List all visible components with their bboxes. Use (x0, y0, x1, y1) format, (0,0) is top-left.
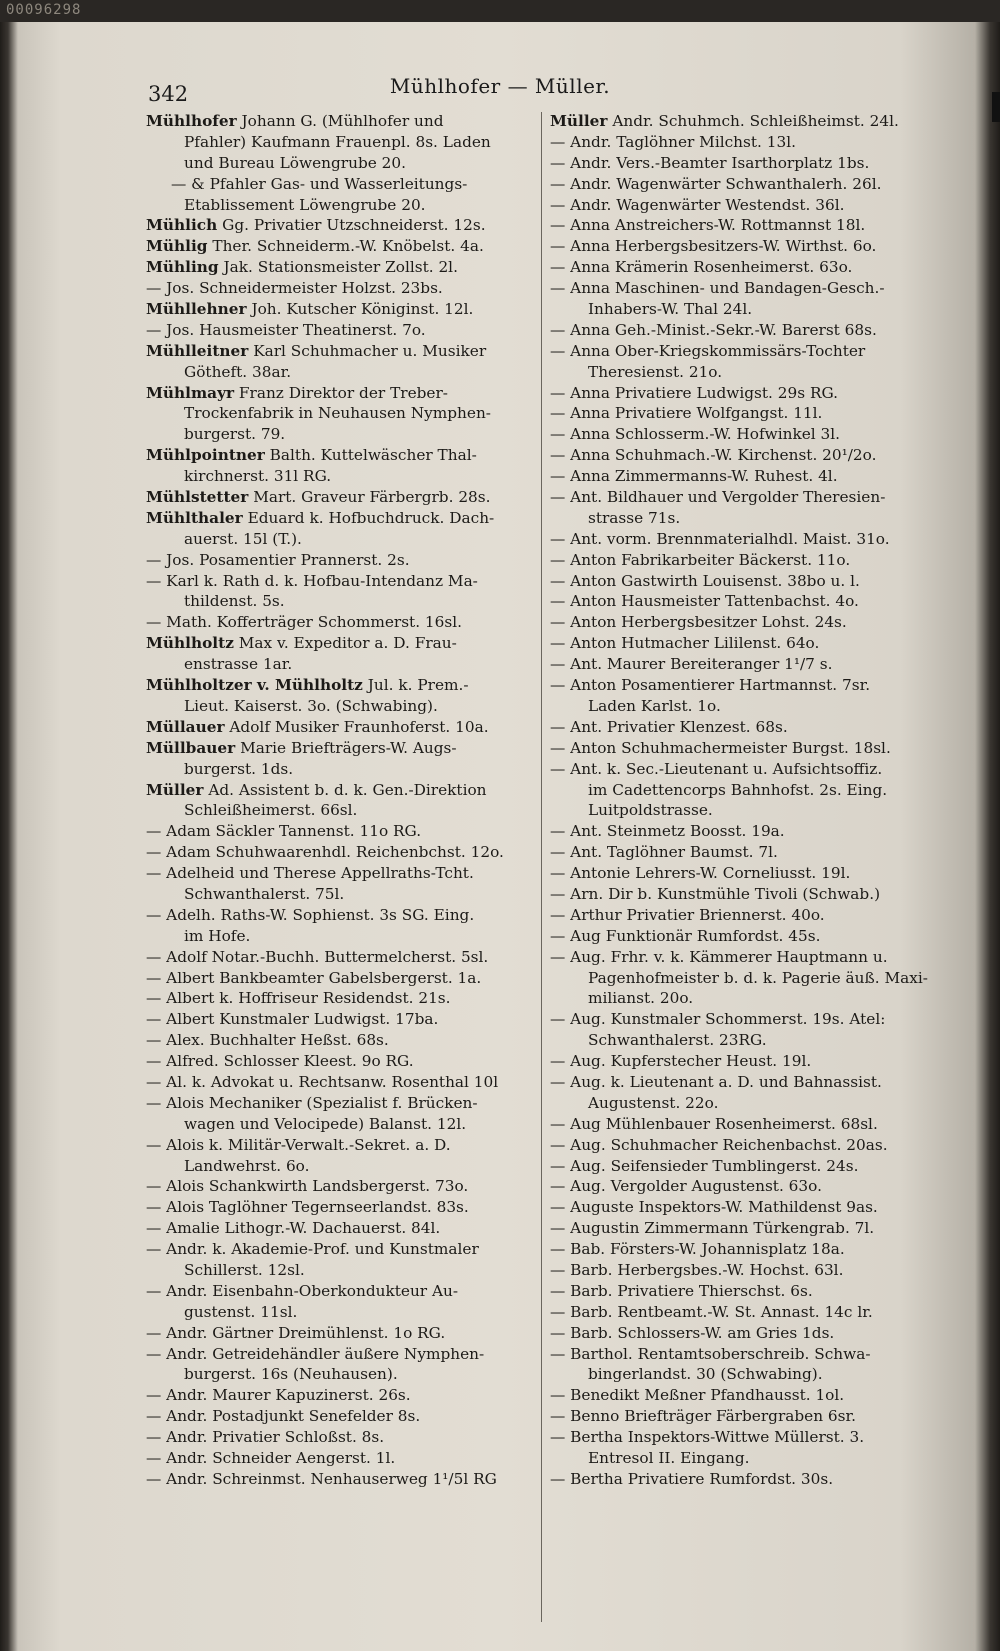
entry-text: Entresol II. Eingang. (588, 1449, 750, 1467)
directory-line (146, 1051, 538, 1072)
directory-line (550, 403, 946, 424)
entry-text: Schleißheimerst. 66sl. (184, 801, 358, 820)
directory-line (550, 821, 946, 842)
entry-text: Lieut. Kaiserst. 3o. (Schwabing). (184, 696, 438, 715)
entry-text: — Anna Privatiere Wolfgangst. 11l. (550, 404, 823, 423)
entry-text: Götheft. 38ar. (184, 362, 292, 381)
entry-text: — Anna Schuhmach.-W. Kirchenst. 20¹/2o. (550, 446, 877, 465)
directory-line (146, 1469, 538, 1490)
directory-line (146, 466, 538, 487)
entry-surname: Mühlleitner (146, 341, 249, 360)
entry-text: — Adelheid und Therese Appellraths-Tcht. (146, 864, 474, 883)
entry-text: — & Pfahler Gas- und Wasserleitungs- (171, 174, 468, 193)
entry-text: und Bureau Löwengrube 20. (184, 153, 407, 172)
directory-line (550, 1072, 946, 1093)
entry-text: — Arn. Dir b. Kunstmühle Tivoli (Schwab.) (550, 884, 881, 903)
directory-line (550, 1030, 946, 1051)
directory-line (550, 1281, 946, 1302)
directory-line (550, 1385, 946, 1406)
directory-line (550, 947, 946, 968)
entry-text: — Arthur Privatier Briennerst. 40o. (550, 905, 825, 924)
entry-surname: Müllbauer (146, 738, 236, 757)
entry-text: — Ant. Steinmetz Boosst. 19a. (550, 822, 785, 841)
entry-text: — Anna Schlosserm.-W. Hofwinkel 3l. (550, 425, 841, 444)
directory-line (146, 1176, 538, 1197)
directory-line (550, 278, 946, 299)
entry-text: burgerst. 1ds. (184, 759, 294, 778)
entry-text: strasse 71s. (588, 508, 681, 527)
directory-line (146, 1385, 538, 1406)
entry-text: — Karl k. Rath d. k. Hofbau-Intendanz Ma- (146, 571, 478, 590)
entry-text: — Alois Schankwirth Landsbergerst. 73o. (146, 1177, 469, 1196)
directory-line (146, 487, 538, 508)
directory-line (146, 132, 538, 153)
entry-text: Andr. Schuhmch. Schleißheimst. 24l. (607, 112, 899, 130)
entry-text: — Aug. Seifensieder Tumblingerst. 24s. (550, 1156, 859, 1175)
directory-line (550, 424, 946, 445)
directory-line (146, 1302, 538, 1323)
entry-text: — Andr. k. Akademie-Prof. und Kunstmaler (146, 1240, 479, 1259)
directory-line (146, 1364, 538, 1385)
entry-text: Landwehrst. 6o. (184, 1156, 310, 1175)
directory-line (550, 550, 946, 571)
directory-line (146, 1197, 538, 1218)
entry-text: Gg. Privatier Utzschneiderst. 12s. (217, 216, 486, 235)
directory-line (146, 320, 538, 341)
entry-text: — Ant. Maurer Bereiteranger 1¹/7 s. (550, 655, 833, 674)
directory-line (550, 738, 946, 759)
entry-text: — Alfred. Schlosser Kleest. 9o RG. (146, 1052, 414, 1071)
entry-text: — Barb. Herbergsbes.-W. Hochst. 63l. (550, 1260, 844, 1279)
entry-text: thildenst. 5s. (184, 592, 285, 611)
directory-line (550, 1260, 946, 1281)
directory-line (146, 863, 538, 884)
entry-text: — Alex. Buchhalter Heßst. 68s. (146, 1031, 389, 1050)
entry-surname: Mühlig (146, 237, 208, 256)
entry-text: kirchnerst. 31l RG. (184, 467, 332, 486)
directory-line (146, 341, 538, 362)
directory-line (146, 215, 538, 236)
directory-line (550, 257, 946, 278)
entry-text: — Andr. Getreidehändler äußere Nymphen- (146, 1344, 485, 1363)
entry-text: Balth. Kuttelwäscher Thal- (264, 446, 477, 465)
entry-text: — Andr. Wagenwärter Westendst. 36l. (550, 195, 845, 214)
directory-line (550, 508, 946, 529)
directory-line (146, 633, 538, 654)
entry-text: — Andr. Schneider Aengerst. 1l. (146, 1449, 396, 1467)
entry-text: — Andr. Wagenwärter Schwanthalerh. 26l. (550, 174, 882, 193)
directory-line (550, 1469, 946, 1490)
entry-text: — Aug. Frhr. v. k. Kämmerer Hauptmann u. (550, 947, 888, 966)
entry-text: — Andr. Gärtner Dreimühlenst. 1o RG. (146, 1323, 446, 1342)
directory-line (146, 153, 538, 174)
directory-line (550, 675, 946, 696)
entry-text: — Anna Krämerin Rosenheimerst. 63o. (550, 258, 853, 277)
entry-text: im Hofe. (184, 926, 251, 945)
entry-text: — Aug. Vergolder Augustenst. 63o. (550, 1177, 822, 1196)
directory-line (550, 383, 946, 404)
entry-text: Franz Direktor der Treber- (234, 383, 448, 402)
directory-line (550, 1302, 946, 1323)
directory-line (146, 821, 538, 842)
directory-line (550, 445, 946, 466)
directory-line (550, 1406, 946, 1427)
entry-text: Inhabers-W. Thal 24l. (588, 300, 753, 319)
page-number: 342 (148, 82, 189, 106)
entry-surname: Mühling (146, 258, 219, 277)
directory-line (550, 215, 946, 236)
entry-text: Laden Karlst. 1o. (588, 696, 721, 715)
entry-text: — Anton Schuhmachermeister Burgst. 18sl. (550, 738, 891, 757)
directory-line (550, 696, 946, 717)
directory-line (146, 278, 538, 299)
entry-surname: Müller (146, 780, 204, 799)
entry-text: — Andr. Maurer Kapuzinerst. 26s. (146, 1386, 411, 1405)
entry-text: — Andr. Privatier Schloßst. 8s. (146, 1428, 385, 1447)
directory-line (550, 236, 946, 257)
directory-line (550, 1448, 946, 1469)
directory-line (146, 1114, 538, 1135)
entry-text: — Jos. Hausmeister Theatinerst. 7o. (146, 320, 426, 339)
entry-surname: Müller (550, 112, 608, 130)
entry-text: Schwanthalerst. 23RG. (588, 1031, 767, 1050)
entry-text: — Benedikt Meßner Pfandhausst. 1ol. (550, 1386, 845, 1405)
directory-line (550, 153, 946, 174)
directory-line (146, 550, 538, 571)
entry-text: — Anton Posamentierer Hartmannst. 7sr. (550, 676, 871, 695)
entry-text: burgerst. 79. (184, 425, 286, 444)
entry-text: Ther. Schneiderm.-W. Knöbelst. 4a. (207, 237, 484, 256)
entry-text: — Anton Fabrikarbeiter Bäckerst. 11o. (550, 550, 851, 569)
directory-line (550, 466, 946, 487)
directory-line (550, 800, 946, 821)
entry-text: Max v. Expeditor a. D. Frau- (233, 634, 457, 653)
directory-line (550, 529, 946, 550)
directory-line (146, 508, 538, 529)
entry-text: — Andr. Postadjunkt Senefelder 8s. (146, 1407, 421, 1426)
entry-text: — Albert Kunstmaler Ludwigst. 17ba. (146, 1010, 439, 1029)
directory-line (550, 759, 946, 780)
directory-line (146, 299, 538, 320)
directory-line (550, 1093, 946, 1114)
directory-line (550, 1051, 946, 1072)
directory-line (146, 926, 538, 947)
directory-line (550, 905, 946, 926)
directory-line (146, 612, 538, 633)
directory-line (146, 111, 538, 132)
entry-text: — Adolf Notar.-Buchh. Buttermelcherst. 5sl. (146, 947, 489, 966)
entry-text: Jul. k. Prem.- (362, 676, 469, 695)
entry-text: — Aug. Schuhmacher Reichenbachst. 20as. (550, 1135, 888, 1154)
directory-line (146, 1218, 538, 1239)
entry-text: — Amalie Lithogr.-W. Dachauerst. 84l. (146, 1219, 441, 1238)
directory-line (550, 1176, 946, 1197)
directory-line (550, 1344, 946, 1365)
directory-line (550, 780, 946, 801)
entry-text: — Anton Hausmeister Tattenbachst. 4o. (550, 592, 859, 611)
directory-line (550, 111, 946, 132)
entry-text: auerst. 15l (T.). (184, 529, 302, 548)
directory-line (146, 842, 538, 863)
directory-line (146, 383, 538, 404)
entry-text: Marie Briefträgers-W. Augs- (235, 738, 457, 757)
directory-line (146, 696, 538, 717)
entry-text: Etablissement Löwengrube 20. (184, 195, 426, 214)
entry-text: Karl Schuhmacher u. Musiker (248, 341, 487, 360)
directory-line (550, 487, 946, 508)
entry-text: — Alois k. Militär-Verwalt.-Sekret. a. D. (146, 1135, 451, 1154)
entry-text: — Ant. Taglöhner Baumst. 7l. (550, 843, 778, 862)
entry-text: Pagenhofmeister b. d. k. Pagerie äuß. Maxi- (588, 968, 928, 987)
directory-line (550, 612, 946, 633)
entry-surname: Mühlmayr (146, 383, 235, 402)
directory-line (146, 968, 538, 989)
directory-line (146, 591, 538, 612)
directory-line (146, 1030, 538, 1051)
entry-text: — Adam Säckler Tannenst. 11o RG. (146, 822, 422, 841)
directory-line (550, 1114, 946, 1135)
entry-text: — Barb. Rentbeamt.-W. St. Annast. 14c lr. (550, 1302, 873, 1321)
entry-text: — Barthol. Rentamtsoberschreib. Schwa- (550, 1344, 871, 1363)
entry-surname: Mühlthaler (146, 508, 243, 527)
directory-line (146, 362, 538, 383)
directory-line (146, 445, 538, 466)
entry-text: — Albert Bankbeamter Gabelsbergerst. 1a. (146, 968, 482, 987)
directory-line (550, 863, 946, 884)
directory-line (146, 1239, 538, 1260)
left-column (146, 111, 538, 1490)
directory-line (550, 1197, 946, 1218)
directory-line (550, 633, 946, 654)
entry-text: im Cadettencorps Bahnhofst. 2s. Eing. (588, 780, 888, 799)
directory-line (550, 717, 946, 738)
entry-text: — Jos. Schneidermeister Holzst. 23bs. (146, 279, 443, 298)
entry-surname: Mühlholtzer v. Mühlholtz (146, 676, 363, 695)
directory-line (550, 320, 946, 341)
entry-text: Johann G. (Mühlhofer und (236, 112, 444, 130)
entry-text: — Anna Privatiere Ludwigst. 29s RG. (550, 383, 839, 402)
entry-text: — Bab. Försters-W. Johannisplatz 18a. (550, 1240, 845, 1259)
directory-line (146, 905, 538, 926)
entry-text: Luitpoldstrasse. (588, 801, 713, 820)
entry-text: Mart. Graveur Färbergrb. 28s. (248, 488, 491, 507)
entry-text: — Aug. Kupferstecher Heust. 19l. (550, 1052, 812, 1071)
directory-line (550, 1135, 946, 1156)
directory-line (146, 884, 538, 905)
entry-text: Schillerst. 12sl. (184, 1260, 305, 1279)
entry-text: — Adam Schuhwaarenhdl. Reichenbchst. 12o. (146, 843, 504, 862)
directory-line (146, 1448, 538, 1469)
entry-text: — Aug. k. Lieutenant a. D. und Bahnassist. (550, 1072, 882, 1091)
scan-header-strip (0, 0, 1000, 22)
entry-text: Augustenst. 22o. (588, 1093, 719, 1112)
directory-line (550, 842, 946, 863)
entry-text: Eduard k. Hofbuchdruck. Dach- (242, 508, 495, 527)
directory-line (550, 362, 946, 383)
entry-text: burgerst. 16s (Neuhausen). (184, 1365, 398, 1384)
directory-line (146, 738, 538, 759)
directory-line (146, 947, 538, 968)
directory-line (146, 759, 538, 780)
entry-text: — Augustin Zimmermann Türkengrab. 7l. (550, 1219, 875, 1238)
directory-line (146, 236, 538, 257)
entry-text: — Auguste Inspektors-W. Mathildenst 9as. (550, 1198, 878, 1217)
entry-text: — Barb. Privatiere Thierschst. 6s. (550, 1281, 813, 1300)
directory-line (550, 1009, 946, 1030)
entry-text: — Anna Ober-Kriegskommissärs-Tochter (550, 341, 866, 360)
directory-line (146, 529, 538, 550)
entry-text: enstrasse 1ar. (184, 655, 293, 674)
entry-text: — Andr. Vers.-Beamter Isarthorplatz 1bs. (550, 153, 870, 172)
entry-text: — Math. Kofferträger Schommerst. 16sl. (146, 613, 462, 632)
directory-line (146, 1427, 538, 1448)
directory-line (550, 299, 946, 320)
entry-surname: Mühllehner (146, 300, 247, 319)
entry-surname: Mühlpointner (146, 446, 265, 465)
entry-text: — Ant. k. Sec.-Lieutenant u. Aufsichtsoffiz. (550, 759, 883, 778)
running-head: Mühlhofer — Müller. (389, 74, 611, 98)
entry-text: — Barb. Schlossers-W. am Gries 1ds. (550, 1323, 835, 1342)
entry-text: — Aug Mühlenbauer Rosenheimerst. 68sl. (550, 1114, 878, 1133)
directory-line (550, 654, 946, 675)
directory-line (146, 1156, 538, 1177)
entry-text: Ad. Assistent b. d. k. Gen.-Direktion (203, 780, 487, 799)
entry-text: — Aug Funktionär Rumfordst. 45s. (550, 926, 821, 945)
entry-text: — Albert k. Hoffriseur Residendst. 21s. (146, 989, 451, 1008)
entry-text: — Al. k. Advokat u. Rechtsanw. Rosenthal 10l (146, 1072, 499, 1091)
directory-line (550, 132, 946, 153)
directory-line (146, 403, 538, 424)
entry-surname: Mühlholtz (146, 634, 234, 653)
directory-line (146, 1323, 538, 1344)
right-column (550, 111, 946, 1490)
entry-text: — Bertha Privatiere Rumfordst. 30s. (550, 1469, 834, 1488)
entry-text: Joh. Kutscher Königinst. 12l. (246, 300, 474, 319)
entry-text: gustenst. 11sl. (184, 1302, 298, 1321)
directory-line (146, 1344, 538, 1365)
directory-line (550, 1427, 946, 1448)
directory-line (146, 988, 538, 1009)
entry-text: Jak. Stationsmeister Zollst. 2l. (218, 258, 458, 277)
directory-line (550, 1239, 946, 1260)
entry-text: Pfahler) Kaufmann Frauenpl. 8s. Laden (184, 132, 491, 151)
entry-text: — Anna Herbergsbesitzers-W. Wirthst. 6o. (550, 237, 877, 256)
directory-line (550, 1323, 946, 1344)
entry-text: — Anna Geh.-Minist.-Sekr.-W. Barerst 68s. (550, 320, 877, 339)
entry-text: — Anna Maschinen- und Bandagen-Gesch.- (550, 279, 885, 298)
directory-line (146, 424, 538, 445)
directory-line (146, 571, 538, 592)
entry-text: Schwanthalerst. 75l. (184, 884, 345, 903)
directory-line (550, 926, 946, 947)
scan-id: 00096298 (6, 2, 82, 18)
directory-line (146, 174, 538, 195)
directory-line (146, 654, 538, 675)
entry-text: bingerlandst. 30 (Schwabing). (588, 1365, 823, 1384)
entry-surname: Mühlich (146, 216, 218, 235)
entry-surname: Müllauer (146, 717, 225, 736)
entry-text: — Andr. Taglöhner Milchst. 13l. (550, 132, 796, 151)
entry-surname: Mühlhofer (146, 112, 237, 130)
directory-line (550, 1156, 946, 1177)
directory-line (550, 341, 946, 362)
entry-text: — Ant. vorm. Brennmaterialhdl. Maist. 31o. (550, 529, 890, 548)
column-divider (541, 112, 542, 1622)
directory-line (146, 1281, 538, 1302)
directory-line (146, 1009, 538, 1030)
entry-text: — Aug. Kunstmaler Schommerst. 19s. Atel: (550, 1010, 886, 1029)
directory-line (146, 1260, 538, 1281)
directory-line (146, 257, 538, 278)
entry-text: — Anton Hutmacher Lililenst. 64o. (550, 634, 820, 653)
entry-text: — Alois Mechaniker (Spezialist f. Brücken- (146, 1093, 478, 1112)
entry-text: — Antonie Lehrers-W. Corneliusst. 19l. (550, 864, 851, 883)
directory-line (146, 717, 538, 738)
entry-text: Trockenfabrik in Neuhausen Nymphen- (184, 404, 491, 423)
directory-line (550, 1218, 946, 1239)
entry-text: — Benno Briefträger Färbergraben 6sr. (550, 1407, 857, 1426)
entry-text: — Jos. Posamentier Prannerst. 2s. (146, 550, 410, 569)
entry-text: — Anna Zimmermanns-W. Ruhest. 4l. (550, 467, 838, 486)
directory-line (550, 591, 946, 612)
entry-text: — Adelh. Raths-W. Sophienst. 3s SG. Eing. (146, 905, 475, 924)
directory-line (550, 195, 946, 216)
entry-text: — Anton Gastwirth Louisenst. 38bo u. l. (550, 571, 860, 590)
entry-text: — Alois Taglöhner Tegernseerlandst. 83s. (146, 1198, 469, 1217)
directory-line (550, 1364, 946, 1385)
entry-text: milianst. 20o. (588, 989, 694, 1008)
directory-line (146, 195, 538, 216)
directory-line (146, 780, 538, 801)
directory-line (146, 675, 538, 696)
entry-text: — Anton Herbergsbesitzer Lohst. 24s. (550, 613, 847, 632)
entry-text: wagen und Velocipede) Balanst. 12l. (184, 1114, 467, 1133)
directory-line (146, 1135, 538, 1156)
entry-text: — Ant. Bildhauer und Vergolder Theresien- (550, 488, 886, 507)
directory-line (550, 174, 946, 195)
entry-text: — Andr. Schreinmst. Nenhauserweg 1¹/5l RG (146, 1469, 497, 1488)
directory-line (550, 968, 946, 989)
directory-line (146, 800, 538, 821)
entry-text: Adolf Musiker Fraunhoferst. 10a. (224, 717, 489, 736)
directory-line (146, 1093, 538, 1114)
entry-surname: Mühlstetter (146, 488, 249, 507)
entry-text: — Anna Anstreichers-W. Rottmannst 18l. (550, 216, 866, 235)
directory-line (146, 1406, 538, 1427)
entry-text: — Bertha Inspektors-Wittwe Müllerst. 3. (550, 1428, 865, 1447)
directory-line (550, 571, 946, 592)
entry-text: Theresienst. 21o. (588, 362, 723, 381)
entry-text: — Ant. Privatier Klenzest. 68s. (550, 717, 788, 736)
directory-line (146, 1072, 538, 1093)
directory-line (550, 988, 946, 1009)
directory-line (550, 884, 946, 905)
entry-text: — Andr. Eisenbahn-Oberkondukteur Au- (146, 1281, 459, 1300)
